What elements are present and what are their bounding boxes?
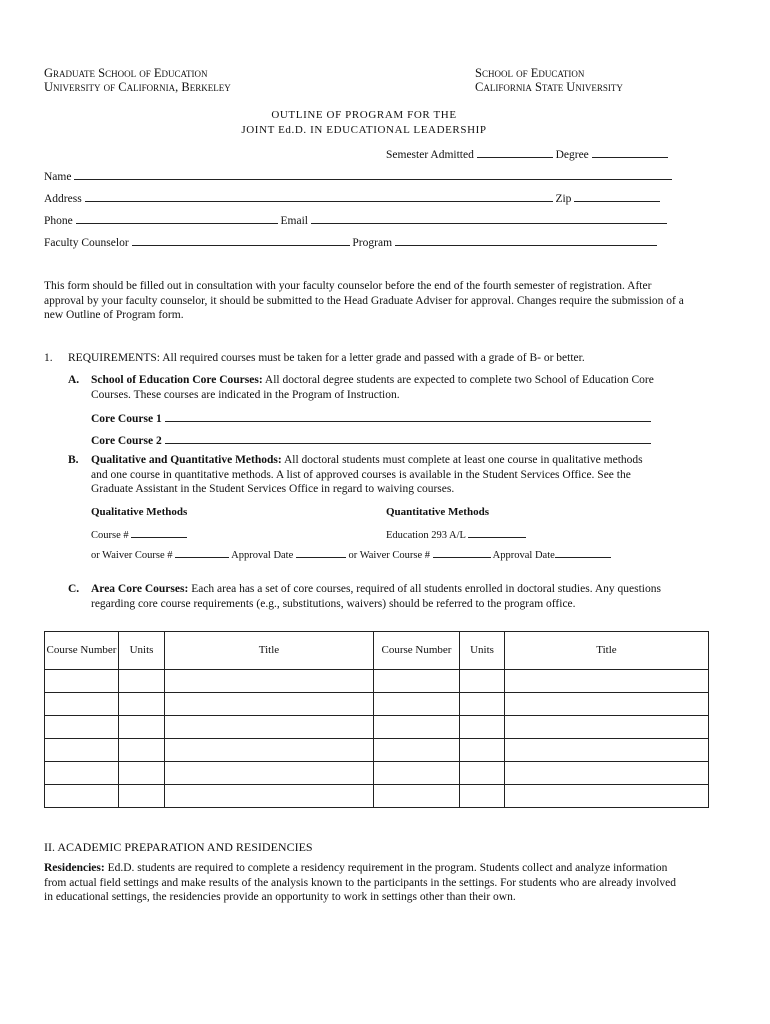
- table-cell[interactable]: [119, 785, 165, 808]
- table-row: [45, 693, 709, 716]
- table-cell[interactable]: [460, 739, 505, 762]
- table-cell[interactable]: [119, 670, 165, 693]
- section1a-letter: A.: [68, 374, 80, 386]
- section1-requirements: REQUIREMENTS: All required courses must be taken for a letter grade and passed with a grade of B- or better.: [68, 352, 585, 364]
- table-cell[interactable]: [45, 785, 119, 808]
- table-cell[interactable]: [505, 693, 709, 716]
- core-course-2-label: Core Course 2: [91, 435, 162, 447]
- quantitative-heading: Quantitative Methods: [386, 506, 489, 518]
- header-right-line2: California State University: [475, 80, 623, 94]
- approval-date-label: Approval Date: [231, 550, 294, 561]
- address-row: [44, 190, 660, 205]
- table-row: [45, 670, 709, 693]
- phone-email-row: [44, 212, 667, 227]
- table-cell[interactable]: [45, 716, 119, 739]
- degree-label: Degree: [555, 149, 589, 161]
- table-header-cell: Title: [505, 632, 709, 670]
- table-header-row: [45, 632, 709, 670]
- core-course-2-row: [91, 432, 651, 447]
- zip-field[interactable]: [574, 190, 660, 202]
- section1b-heading: Qualitative and Quantitative Methods:: [91, 454, 282, 466]
- section1a-text: All doctoral degree students are expected to complete two School of Education Core Courses. These courses are indicated in the Program of Instruction.: [91, 374, 654, 401]
- quantitative-course-field[interactable]: [468, 526, 526, 538]
- residencies-paragraph: [44, 861, 684, 905]
- table-cell[interactable]: [165, 762, 374, 785]
- intro-paragraph: This form should be filled out in consultation with your faculty counselor before the end of the fourth semester of registration. After approval by your faculty counselor, it should be submitted to the Head Graduate Adviser for approval. Changes require the submission of a new Outline of Program form.: [44, 280, 684, 321]
- section1b-text: All doctoral students must complete at least one course in qualitative methods and one course in quantitative methods. A list of approved courses is available in the Student Services Office. See the Graduate Assistant in the Student Services Office in regard to waiving courses.: [91, 454, 643, 495]
- table-header-cell: Course Number: [374, 632, 460, 670]
- table-header-cell: Units: [119, 632, 165, 670]
- phone-field[interactable]: [76, 212, 278, 224]
- table-row: [45, 716, 709, 739]
- header-left-line1: Graduate School of Education: [44, 66, 208, 80]
- waiver-course-field-2[interactable]: [433, 546, 491, 558]
- table-cell[interactable]: [45, 693, 119, 716]
- core-course-1-field[interactable]: [165, 410, 651, 422]
- section1c-heading: Area Core Courses:: [91, 583, 189, 595]
- semester-admitted-field[interactable]: [477, 146, 553, 158]
- table-cell[interactable]: [119, 739, 165, 762]
- table-cell[interactable]: [505, 739, 709, 762]
- table-cell[interactable]: [165, 670, 374, 693]
- table-cell[interactable]: [374, 693, 460, 716]
- semester-degree-row: [386, 146, 668, 161]
- table-cell[interactable]: [45, 670, 119, 693]
- section1c-paragraph: [91, 582, 691, 611]
- zip-label: Zip: [555, 193, 572, 205]
- approval-date-field[interactable]: [296, 546, 346, 558]
- table-row: [45, 785, 709, 808]
- table-cell[interactable]: [374, 739, 460, 762]
- header-left-line2: University of California, Berkeley: [44, 80, 231, 94]
- table-cell[interactable]: [374, 762, 460, 785]
- section1c-letter: C.: [68, 583, 80, 595]
- education-course-label: Education 293 A/L: [386, 530, 466, 541]
- section2-heading: II. ACADEMIC PREPARATION AND RESIDENCIES: [44, 840, 313, 854]
- form-title-line2: JOINT Ed.D. IN EDUCATIONAL LEADERSHIP: [241, 124, 487, 136]
- table-cell[interactable]: [165, 739, 374, 762]
- table-header-cell: Course Number: [45, 632, 119, 670]
- form-title-line1: OUTLINE OF PROGRAM FOR THE: [271, 109, 457, 121]
- header-right-line1: School of Education: [475, 66, 585, 80]
- approval-date-label-2: Approval Date: [492, 550, 555, 561]
- table-cell[interactable]: [374, 716, 460, 739]
- table-cell[interactable]: [165, 785, 374, 808]
- core-course-2-field[interactable]: [165, 432, 651, 444]
- table-cell[interactable]: [460, 693, 505, 716]
- table-cell[interactable]: [505, 670, 709, 693]
- program-field[interactable]: [395, 234, 657, 246]
- qualitative-course-field[interactable]: [131, 526, 187, 538]
- table-cell[interactable]: [460, 716, 505, 739]
- section1a-heading: School of Education Core Courses:: [91, 374, 263, 386]
- table-cell[interactable]: [165, 693, 374, 716]
- table-cell[interactable]: [505, 762, 709, 785]
- quantitative-course-row: [386, 526, 526, 541]
- table-cell[interactable]: [460, 762, 505, 785]
- faculty-counselor-label: Faculty Counselor: [44, 237, 129, 249]
- table-cell[interactable]: [505, 785, 709, 808]
- residencies-label: Residencies:: [44, 862, 105, 874]
- table-cell[interactable]: [45, 762, 119, 785]
- waiver-course-label-2: or Waiver Course #: [348, 550, 430, 561]
- table-cell[interactable]: [119, 693, 165, 716]
- table-cell[interactable]: [119, 716, 165, 739]
- table-row: [45, 762, 709, 785]
- table-header-cell: Units: [460, 632, 505, 670]
- qualitative-heading: Qualitative Methods: [91, 506, 188, 518]
- address-label: Address: [44, 193, 82, 205]
- address-field[interactable]: [85, 190, 553, 202]
- section1-number: 1.: [44, 352, 53, 364]
- table-cell[interactable]: [460, 785, 505, 808]
- counselor-program-row: [44, 234, 657, 249]
- core-course-1-row: [91, 410, 651, 425]
- table-cell[interactable]: [460, 670, 505, 693]
- faculty-counselor-field[interactable]: [132, 234, 350, 246]
- table-cell[interactable]: [374, 785, 460, 808]
- residencies-text: Ed.D. students are required to complete a residency requirement in the program. Students collect and analyze information from actual field settings and make results of the analysis known to the participants in the settings. For students who are already involved in educational settings, the residencies provide an opportunity to work in settings other than their own.: [44, 862, 677, 903]
- section1b-paragraph: [91, 453, 661, 497]
- core-course-1-label: Core Course 1: [91, 413, 162, 425]
- program-label: Program: [352, 237, 393, 249]
- waiver-course-label: or Waiver Course #: [91, 550, 173, 561]
- email-label: Email: [280, 215, 308, 227]
- table-header-cell: Title: [165, 632, 374, 670]
- name-label: Name: [44, 171, 72, 183]
- section1b-letter: B.: [68, 454, 79, 466]
- table-cell[interactable]: [165, 716, 374, 739]
- table-row: [45, 739, 709, 762]
- table-cell[interactable]: [119, 762, 165, 785]
- email-field[interactable]: [311, 212, 667, 224]
- qualitative-course-row: [91, 526, 187, 541]
- degree-field[interactable]: [592, 146, 668, 158]
- phone-label: Phone: [44, 215, 73, 227]
- table-cell[interactable]: [45, 739, 119, 762]
- waiver-course-field[interactable]: [175, 546, 229, 558]
- waiver-row: [91, 546, 611, 561]
- section1a-paragraph: [91, 373, 661, 402]
- approval-date-field-2[interactable]: [555, 546, 611, 558]
- table-cell[interactable]: [374, 670, 460, 693]
- section1c-text: Each area has a set of core courses, required of all students enrolled in doctoral studies. Any questions regarding core course requirements (e.g., substitutions, waivers) should be referred to the program office.: [91, 583, 661, 610]
- course-number-label: Course #: [91, 530, 129, 541]
- table-cell[interactable]: [505, 716, 709, 739]
- semester-admitted-label: Semester Admitted: [386, 149, 474, 161]
- area-core-courses-table: [44, 631, 709, 808]
- name-row: [44, 168, 672, 183]
- name-field[interactable]: [74, 168, 672, 180]
